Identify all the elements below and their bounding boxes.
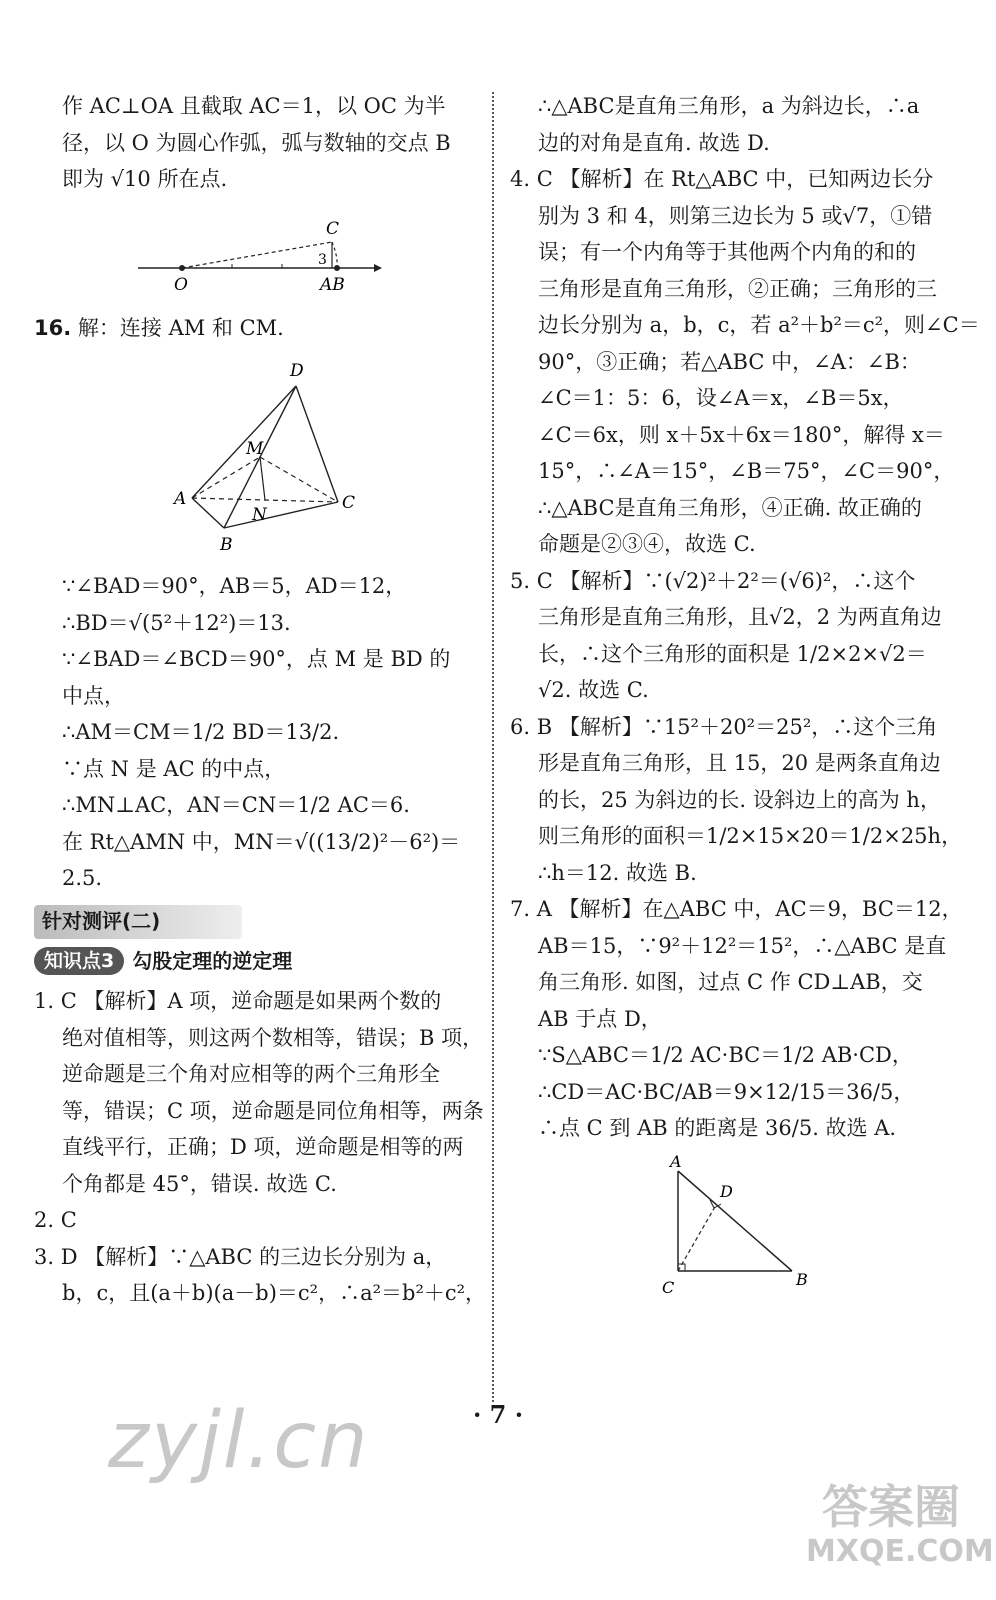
answer-line: 4. C 【解析】在 Rt△ABC 中，已知两边长分 xyxy=(510,167,934,191)
answer-line: 逆命题是三个角对应相等的两个三角形全 xyxy=(62,1062,440,1086)
answer-line: 长，∴这个三角形的面积是 1/2×2×√2＝ xyxy=(538,641,927,666)
answer-line: 误；有一个内角等于其他两个内角的和的 xyxy=(538,240,916,264)
label-ab: AB xyxy=(320,274,345,295)
label-b: B xyxy=(796,1269,808,1289)
text-line: ∵∠BAD＝90°，AB＝5，AD＝12， xyxy=(62,574,407,598)
text-line: 在 Rt△AMN 中，MN＝√((13/2)²－6²)＝ xyxy=(62,829,461,854)
text-line: 中点， xyxy=(62,683,125,708)
answer-line: 15°，∴∠A＝15°，∠B＝75°，∠C＝90°， xyxy=(538,459,955,483)
label-c: C xyxy=(662,1277,675,1297)
label-c: C xyxy=(342,493,356,513)
text-line: 即为 √10 所在点. xyxy=(62,167,228,191)
text-line: 解：连接 AM 和 CM. xyxy=(77,315,284,340)
answer-line: 别为 3 和 4，则第三边长为 5 或√7，①错 xyxy=(538,203,933,228)
label-n: N xyxy=(252,505,267,525)
answer-line: 直线平行，正确；D 项，逆命题是相等的两 xyxy=(62,1135,464,1159)
label-a: A xyxy=(174,489,187,509)
answer-line: ∴△ABC是直角三角形，④正确. 故正确的 xyxy=(538,495,922,520)
text-line: ∴AM＝CM＝1/2 BD＝13/2. xyxy=(62,720,340,744)
answer-line: 1. C 【解析】A 项，逆命题是如果两个数的 xyxy=(34,989,442,1013)
answer-line: 命题是②③④，故选 C. xyxy=(538,532,756,556)
knowledge-point-title: 勾股定理的逆定理 xyxy=(132,948,293,973)
answer-line: 边的对角是直角. 故选 D. xyxy=(538,130,770,155)
answer-line: 则三角形的面积＝1/2×15×20＝1/2×25h， xyxy=(538,824,963,848)
answer-line: ∴△ABC是直角三角形，a 为斜边长，∴a xyxy=(538,94,920,118)
label-a: A xyxy=(670,1152,682,1171)
text-line: ∵点 N 是 AC 的中点， xyxy=(62,756,286,781)
text-line: 作 AC⊥OA 且截取 AC＝1，以 OC 为半 xyxy=(62,94,446,118)
label-3: 3 xyxy=(318,251,327,268)
question-number: 16. xyxy=(34,315,72,340)
answer-line: ∠C＝1：5：6，设∠A＝x，∠B＝5x， xyxy=(538,386,904,410)
answer-line: ∵S△ABC＝1/2 AC·BC＝1/2 AB·CD， xyxy=(538,1043,913,1067)
number-line-figure xyxy=(34,204,474,304)
text-line: 2.5. xyxy=(62,866,103,890)
answer-line: 边长分别为 a，b，c，若 a²＋b²＝c²，则∠C＝ xyxy=(538,313,980,337)
right-triangle-figure xyxy=(510,1153,962,1303)
answer-line: 角三角形. 如图，过点 C 作 CD⊥AB，交 xyxy=(538,970,923,994)
answer-line: AB＝15，∵9²＋12²＝15²，∴△ABC 是直 xyxy=(538,933,947,958)
answer-line: 三角形是直角三角形，②正确；三角形的三 xyxy=(538,276,937,301)
label-b: B xyxy=(220,535,233,555)
answer-line: 90°，③正确；若△ABC 中，∠A：∠B： xyxy=(538,349,921,374)
label-c: C xyxy=(326,218,340,239)
answer-line: 个角都是 45°，错误. 故选 C. xyxy=(62,1171,337,1196)
answer-line: 5. C 【解析】∵(√2)²＋2²＝(√6)²，∴这个 xyxy=(510,568,916,593)
watermark-right-bottom: MXQE.COM xyxy=(806,1534,994,1569)
answer-line: AB 于点 D， xyxy=(538,1006,662,1031)
pyramid-figure xyxy=(34,352,474,562)
label-o: O xyxy=(174,274,188,295)
label-m: M xyxy=(246,439,264,459)
knowledge-point-tag: 知识点3 xyxy=(34,947,124,975)
section-heading: 针对测评(二) xyxy=(34,905,242,939)
answer-line: 7. A 【解析】在△ABC 中，AC＝9，BC＝12， xyxy=(510,897,963,921)
answer-line: 绝对值相等，则这两个数相等，错误；B 项， xyxy=(62,1025,484,1050)
left-column xyxy=(34,88,487,1312)
answer-line: ∠C＝6x，则 x＋5x＋6x＝180°，解得 x＝ xyxy=(538,422,945,447)
text-line: ∵∠BAD＝∠BCD＝90°，点 M 是 BD 的 xyxy=(62,647,451,671)
text-line: ∴BD＝√(5²＋12²)＝13. xyxy=(62,610,291,635)
right-column xyxy=(510,88,980,1309)
answer-line: 的长，25 为斜边的长. 设斜边上的高为 h， xyxy=(538,787,941,812)
watermark-right xyxy=(806,1480,994,1569)
answer-line: ∴CD＝AC·BC/AB＝9×12/15＝36/5， xyxy=(538,1079,915,1104)
answer-line: √2. 故选 C. xyxy=(538,678,649,702)
answer-line: 三角形是直角三角形，且√2，2 为两直角边 xyxy=(538,605,942,629)
watermark-right-top: 答案圈 xyxy=(822,1480,960,1534)
page-number: · 7 · xyxy=(472,1400,524,1429)
answer-line: 6. B 【解析】∵15²＋20²＝25²，∴这个三角 xyxy=(510,714,938,739)
label-d: D xyxy=(720,1181,733,1201)
answer-line: 形是直角三角形，且 15，20 是两条直角边 xyxy=(538,751,941,775)
answer-line: 等，错误；C 项，逆命题是同位角相等，两条 xyxy=(62,1098,484,1123)
answer-line: 3. D 【解析】∵△ABC 的三边长分别为 a， xyxy=(34,1244,447,1269)
answer-line: ∴点 C 到 AB 的距离是 36/5. 故选 A. xyxy=(538,1116,897,1140)
label-d: D xyxy=(290,361,304,381)
knowledge-point-heading xyxy=(34,943,474,980)
answer-line: ∴h＝12. 故选 B. xyxy=(538,860,697,885)
answer-line: b，c，且(a＋b)(a－b)＝c²，∴a²＝b²＋c²， xyxy=(62,1281,487,1305)
answer-line: 2. C xyxy=(34,1208,77,1232)
column-divider xyxy=(492,92,494,1402)
watermark-left: zyjl.cn xyxy=(108,1396,370,1486)
text-line: 径，以 O 为圆心作弧，弧与数轴的交点 B xyxy=(62,130,451,155)
text-line: ∴MN⊥AC，AN＝CN＝1/2 AC＝6. xyxy=(62,793,410,817)
